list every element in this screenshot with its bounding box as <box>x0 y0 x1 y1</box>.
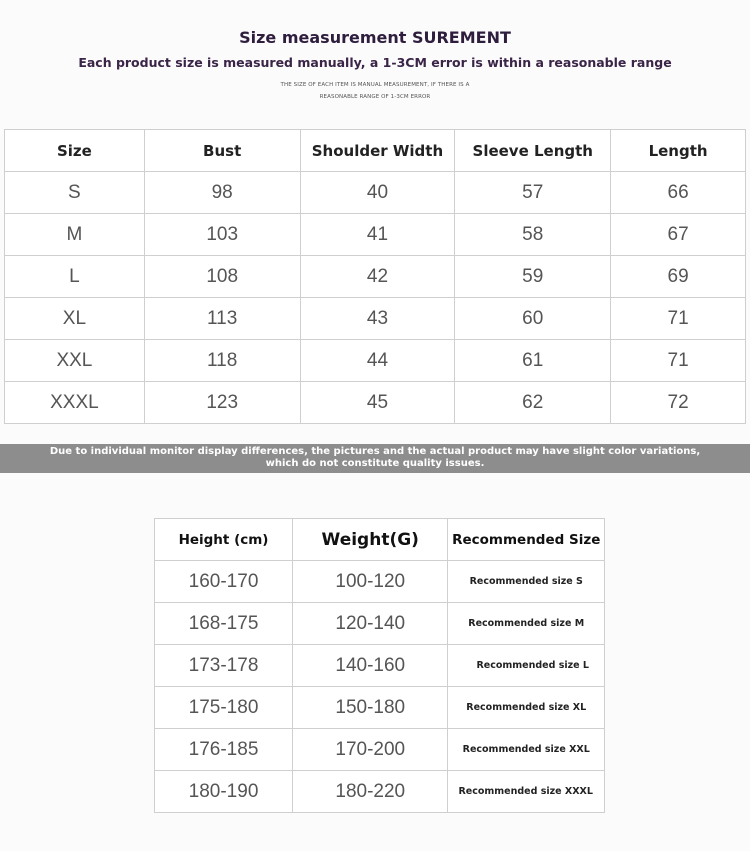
weight-header: Weight(G) <box>293 519 448 561</box>
height-cell: 175-180 <box>155 687 293 729</box>
bust-cell: 123 <box>144 382 300 424</box>
shoulder-cell: 41 <box>300 214 455 256</box>
table-row <box>5 172 746 214</box>
shoulder-cell: 43 <box>300 298 455 340</box>
size-header: Size <box>5 130 145 172</box>
recommended-size-cell: Recommended size M <box>448 603 605 645</box>
sleeve-cell: 57 <box>455 172 611 214</box>
weight-cell: 150-180 <box>293 687 448 729</box>
table-row <box>5 340 746 382</box>
sleeve-cell: 61 <box>455 340 611 382</box>
length-cell: 71 <box>611 340 746 382</box>
bust-cell: 98 <box>144 172 300 214</box>
sleeve-cell: 60 <box>455 298 611 340</box>
height-cell: 180-190 <box>155 771 293 813</box>
table-row <box>5 214 746 256</box>
recommended-size-cell: Recommended size L <box>448 645 605 687</box>
length-cell: 67 <box>611 214 746 256</box>
height-cell: 173-178 <box>155 645 293 687</box>
weight-cell: 170-200 <box>293 729 448 771</box>
weight-cell: 100-120 <box>293 561 448 603</box>
banner-line-1: Due to individual monitor display differences, the pictures and the actual product may have slight color variations, <box>49 446 701 457</box>
recommend-table-header-row <box>155 519 605 561</box>
table-row <box>155 603 605 645</box>
size-cell: XL <box>5 298 145 340</box>
page-subtitle: Each product size is measured manually, a 1-3CM error is within a reasonable range <box>78 55 672 70</box>
color-disclaimer-banner <box>0 444 750 473</box>
bust-cell: 118 <box>144 340 300 382</box>
table-row <box>155 561 605 603</box>
size-cell: XXL <box>5 340 145 382</box>
recommended-size-cell: Recommended size XXXL <box>448 771 605 813</box>
sleeve-length-header: Sleeve Length <box>455 130 611 172</box>
bust-cell: 108 <box>144 256 300 298</box>
sleeve-cell: 59 <box>455 256 611 298</box>
height-cell: 176-185 <box>155 729 293 771</box>
table-row <box>155 729 605 771</box>
length-cell: 71 <box>611 298 746 340</box>
table-row <box>155 645 605 687</box>
recommended-size-cell: Recommended size XXL <box>448 729 605 771</box>
recommended-size-cell: Recommended size XL <box>448 687 605 729</box>
recommended-size-cell: Recommended size S <box>448 561 605 603</box>
table-row <box>5 382 746 424</box>
shoulder-width-header: Shoulder Width <box>300 130 455 172</box>
table-row <box>5 298 746 340</box>
sleeve-cell: 58 <box>455 214 611 256</box>
size-measurement-table <box>4 129 746 424</box>
fine-print-line-1: THE SIZE OF EACH ITEM IS MANUAL MEASUREMENT, IF THERE IS A <box>280 82 470 88</box>
shoulder-cell: 42 <box>300 256 455 298</box>
size-table-header-row <box>5 130 746 172</box>
height-header: Height (cm) <box>155 519 293 561</box>
shoulder-cell: 40 <box>300 172 455 214</box>
recommended-size-header: Recommended Size <box>448 519 605 561</box>
weight-cell: 180-220 <box>293 771 448 813</box>
size-cell: L <box>5 256 145 298</box>
shoulder-cell: 45 <box>300 382 455 424</box>
bust-cell: 103 <box>144 214 300 256</box>
table-row <box>5 256 746 298</box>
fine-print-line-2: REASONABLE RANGE OF 1-3CM ERROR <box>319 94 431 100</box>
length-cell: 69 <box>611 256 746 298</box>
table-row <box>155 687 605 729</box>
size-cell: M <box>5 214 145 256</box>
length-cell: 72 <box>611 382 746 424</box>
length-cell: 66 <box>611 172 746 214</box>
bust-cell: 113 <box>144 298 300 340</box>
size-recommendation-table <box>154 518 605 813</box>
banner-line-2: which do not constitute quality issues. <box>265 458 485 469</box>
height-cell: 160-170 <box>155 561 293 603</box>
size-cell: XXXL <box>5 382 145 424</box>
length-header: Length <box>611 130 746 172</box>
size-cell: S <box>5 172 145 214</box>
table-row <box>155 771 605 813</box>
weight-cell: 140-160 <box>293 645 448 687</box>
shoulder-cell: 44 <box>300 340 455 382</box>
page-title: Size measurement SUREMENT <box>239 28 511 47</box>
sleeve-cell: 62 <box>455 382 611 424</box>
weight-cell: 120-140 <box>293 603 448 645</box>
bust-header: Bust <box>144 130 300 172</box>
height-cell: 168-175 <box>155 603 293 645</box>
